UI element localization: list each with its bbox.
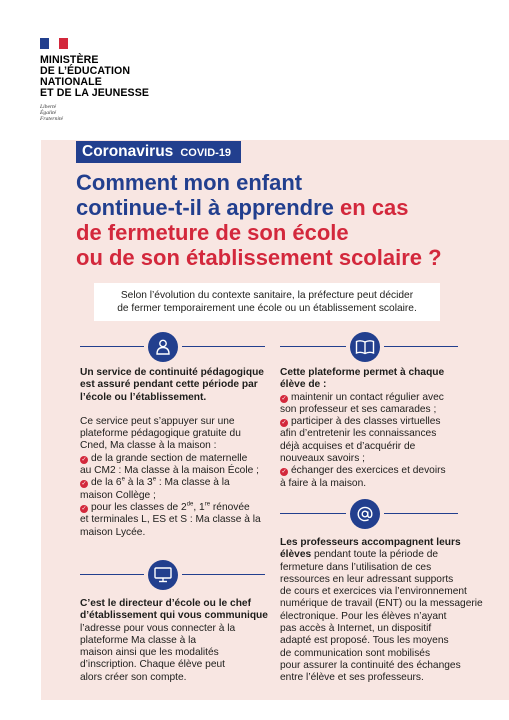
text-line: d’inscription. Chaque élève peut [80,659,225,671]
text-line: ressources en leur adressant supports [280,573,454,585]
divider-line [182,346,265,347]
person-icon-row [80,332,265,362]
text-line: de cours et exercices via l’environnement [280,586,467,598]
text-line: l’école ou l’établissement. [80,391,207,403]
text-line: d’établissement qui vous communique [80,610,268,622]
list-item [280,465,480,477]
banner-title: Coronavirus [82,143,174,160]
monitor-icon-row [80,560,265,590]
divider-line [384,513,458,514]
list-item [80,453,275,465]
text-line: fermeture dans l’utilisation de ces [280,561,432,573]
text-line: maintenir un contact régulier avec [291,391,444,403]
check-bullet-icon: ✓ [281,469,287,476]
text-line: adapté est proposé. Tous les moyens [280,635,449,647]
book-icon [350,332,380,362]
check-bullet-icon: ✓ [281,395,287,402]
list-item [80,477,275,489]
text-line: à faire à la maison. [280,477,367,489]
text-fragment: : Ma classe à la [156,477,230,489]
ministry-name-line: MINISTÈRE [40,54,99,66]
text-line: et terminales L, ES et S : Ma classe à la [80,514,261,526]
ministry-name-line: ET DE LA JEUNESSE [40,87,150,99]
text-line: entre l’élève et ses professeurs. [280,672,424,684]
text-line: de communication sont mobilisés [280,647,431,659]
text-line: Cned, Ma classe à la maison : [80,440,217,452]
flag-band-blue [40,38,49,49]
text-line: alors créer son compte. [80,671,187,683]
text-line: pour assurer la continuité des échanges [280,659,461,671]
text-line [280,549,490,561]
right-column-bottom [280,537,490,685]
superscript: re [204,501,211,508]
superscript: de [186,501,194,508]
book-icon-row [280,332,458,362]
divider-line [280,513,346,514]
left-column-bottom [80,598,275,684]
title-line [76,195,506,220]
text-line: C’est le directeur d’école ou le chef [80,598,251,609]
text-line: maison ainsi que les modalités [80,647,219,659]
title-line: Comment mon enfant [76,170,303,195]
text-fragment: élèves [280,549,312,561]
title-line: ou de son établissement scolaire ? [76,245,442,270]
monitor-icon [148,560,178,590]
text-line: son professeur et ses camarades ; [280,403,437,415]
divider-line [280,346,346,347]
text-line: l’adresse pour vous connecter à la [80,622,236,634]
check-bullet-icon: ✓ [281,420,287,427]
text-line: Ce service peut s’appuyer sur une [80,415,235,427]
topic-banner [76,141,241,163]
person-icon [148,332,178,362]
divider-line [80,346,144,347]
motto-line: Fraternité [40,116,63,123]
text-line: au CM2 : Ma classe à la maison École ; [80,465,259,477]
text-line: numérique de travail (ENT) ou la messagerie [280,598,483,610]
text-line: pas accès à Internet, un dispositif [280,623,432,635]
at-sign-icon-row [280,499,458,529]
text-line: plateforme Ma classe à la [80,634,197,646]
banner-subtitle: COVID-19 [180,147,232,159]
page-title [76,170,506,270]
ministry-name-line: DE L’ÉDUCATION [40,65,131,77]
text-fragment: de la 6 [91,477,122,489]
text-line: nouveaux savoirs ; [280,453,365,465]
text-line: Un service de continuité pédagogique [80,367,264,378]
text-line: participer à des classes virtuelles [291,416,441,428]
ministry-name-line: NATIONALE [40,76,102,88]
text-line: Les professeurs accompagnent leurs [280,537,461,548]
flag-band-white [49,38,58,49]
title-fragment: en cas [340,195,409,220]
text-fragment: rénovée [210,501,250,513]
continuity-heading [80,367,275,404]
superscript: e [121,476,125,483]
list-item [280,392,480,404]
divider-line [384,346,458,347]
text-fragment: pour les classes de 2 [91,501,187,513]
check-bullet-icon: ✓ [81,456,87,463]
left-column-top [80,367,275,539]
text-line: électronique. Pour les élèves n’ayant [280,610,447,622]
motto-line: Liberté [40,104,57,110]
service-description [80,416,275,539]
text-line: maison Collège ; [80,489,156,501]
text-line: déjà acquises et d’acquérir de [280,440,416,452]
intro-box [94,283,440,321]
text-line: de la grande section de maternelle [91,452,248,464]
text-line: maison Lycée. [80,526,146,538]
list-item [280,416,480,428]
intro-line: de fermer temporairement une école ou un établissement scolaire. [117,303,417,314]
title-fragment: continue-t-il à apprendre [76,195,341,220]
right-column-top [280,367,480,490]
text-line: élève de : [280,379,327,391]
superscript: e [152,476,157,483]
check-bullet-icon: ✓ [81,505,87,512]
text-fragment: , 1 [193,501,205,513]
text-line: est assuré pendant cette période par [80,379,258,391]
motto-line: Égalité [40,110,57,117]
check-bullet-icon: ✓ [81,481,87,488]
list-item [80,502,275,514]
text-fragment: pendant toute la période de [311,549,439,561]
text-line: Cette plateforme permet à chaque [280,367,445,378]
flag-band-red [59,38,68,49]
at-sign-icon [350,499,380,529]
french-flag-icon [40,38,68,49]
ministry-logo [40,38,180,123]
text-fragment: à la 3 [124,477,153,489]
republic-motto [40,104,180,123]
divider-line [80,574,144,575]
text-line: échanger des exercices et devoirs [291,465,446,477]
title-line: de fermeture de son école [76,220,349,245]
intro-line: Selon l’évolution du contexte sanitaire, la préfecture peut décider [120,289,414,301]
divider-line [182,574,265,575]
text-line: afin d’entretenir les connaissances [280,428,437,440]
text-line: plateforme pédagogique gratuite du [80,428,241,440]
